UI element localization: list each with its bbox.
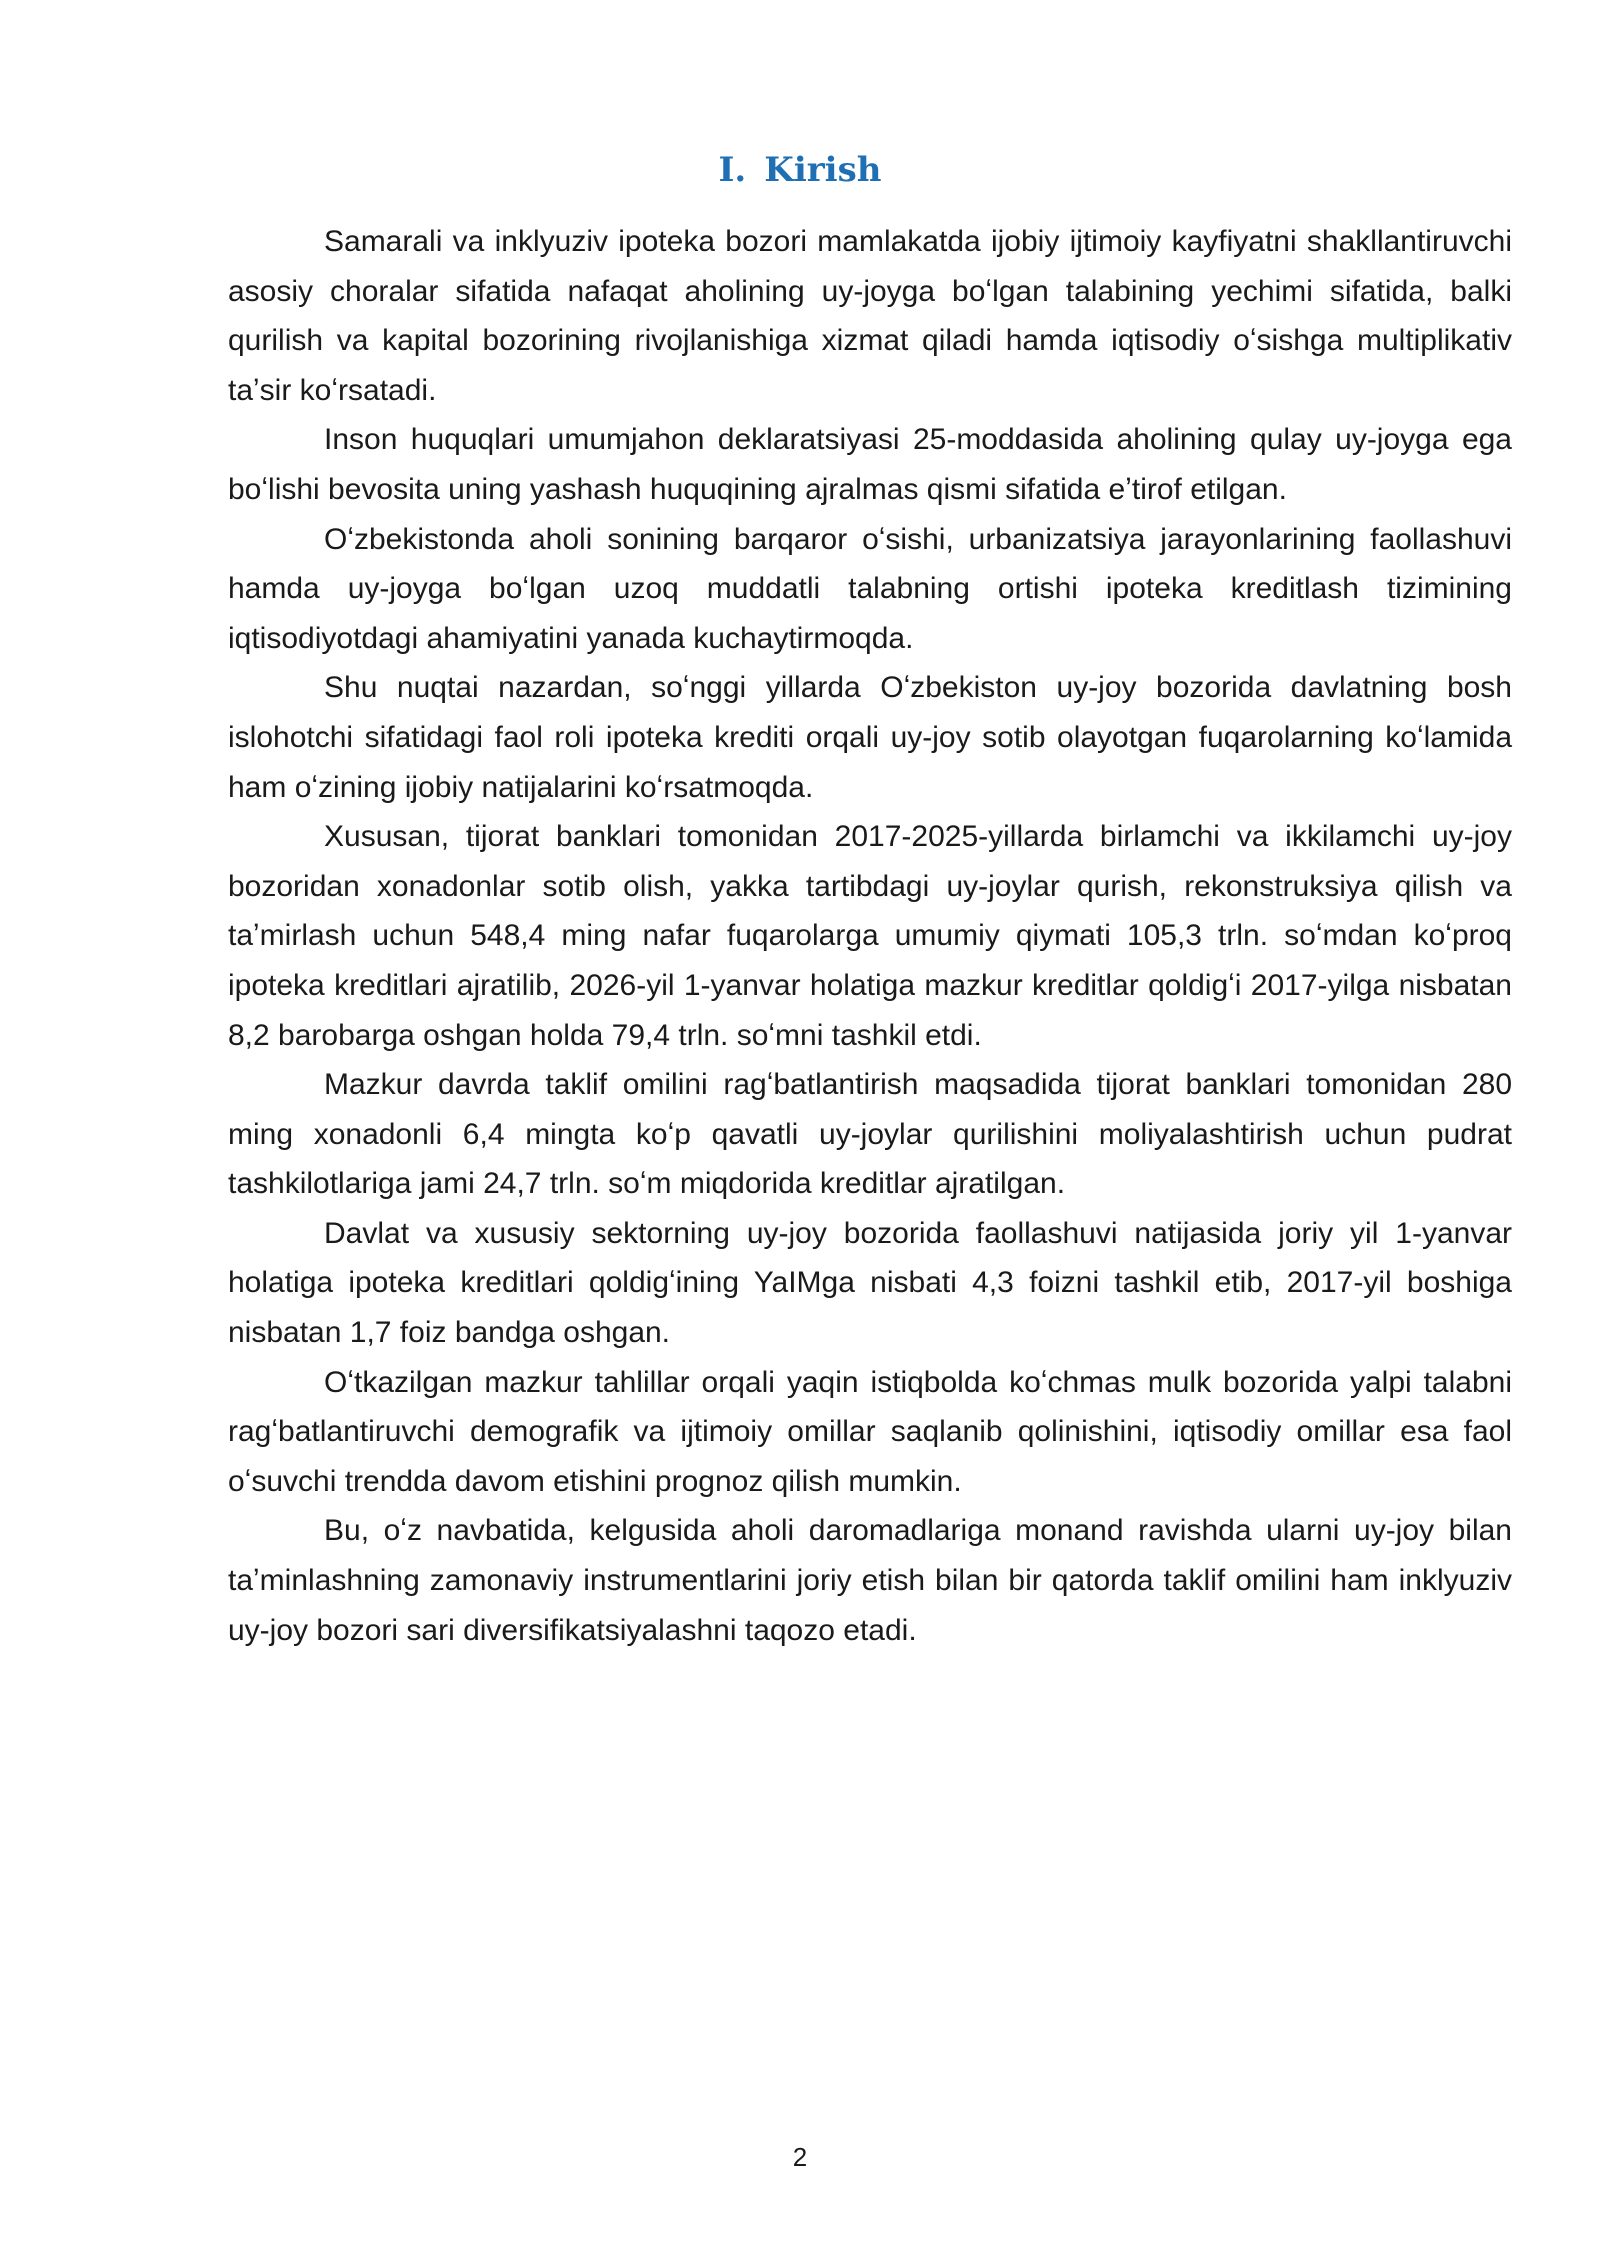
paragraph: Shu nuqtai nazardan, soʻnggi yillarda Oʻzbekiston uy-joy bozorida davlatning bosh islohotchi sifatidagi faol roli ipoteka krediti orqali uy-joy sotib olayotgan fuqarolarning koʻlamida ham oʻzining ijobiy natijalarini koʻrsatmoqda. [228,671,1512,804]
paragraph: Oʻtkazilgan mazkur tahlillar orqali yaqin istiqbolda koʻchmas mulk bozorida yalpi talabni ragʻbatlantiruvchi demografik va ijtimoiy omillar saqlanib qolinishini, iqtisodiy omillar esa faol oʻsuvchi trendda davom etishini prognoz qilish mumkin. [228,1365,1512,1498]
body-text [228,217,1512,1655]
paragraph: Inson huquqlari umumjahon deklaratsiyasi 25-moddasida aholining qulay uy-joyga ega boʻlishi bevosita uning yashash huquqining ajralmas qismi sifatida eʼtirof etilgan. [228,423,1512,506]
paragraph: Oʻzbekistonda aholi sonining barqaror oʻsishi, urbanizatsiya jarayonlarining faollashuvi hamda uy-joyga boʻlgan uzoq muddatli talabning ortishi ipoteka kreditlash tizimining iqtisodiyotdagi ahamiyatini yanada kuchaytirmoqda. [228,522,1512,655]
paragraph: Xususan, tijorat banklari tomonidan 2017-2025-yillarda birlamchi va ikkilamchi uy-joy bozoridan xonadonlar sotib olish, yakka tartibdagi uy-joylar qurish, rekonstruksiya qilish va taʼmirlash uchun 548,4 ming nafar fuqarolarga umumiy qiymati 105,3 trln. soʻmdan koʻproq ipoteka kreditlari ajratilib, 2026-yil 1-yanvar holatiga mazkur kreditlar qoldigʻi 2017-yilga nisbatan 8,2 barobarga oshgan holda 79,4 trln. soʻmni tashkil etdi. [228,820,1512,1052]
section-number: I. [718,150,747,190]
page-number: 2 [792,2142,808,2172]
section-title: Kirish [764,150,882,190]
paragraph: Davlat va xususiy sektorning uy-joy bozorida faollashuvi natijasida joriy yil 1-yanvar holatiga ipoteka kreditlari qoldigʻining YaIMga nisbati 4,3 foizni tashkil etib, 2017-yil boshiga nisbatan 1,7 foiz bandga oshgan. [228,1216,1512,1350]
paragraph: Samarali va inklyuziv ipoteka bozori mamlakatda ijobiy ijtimoiy kayfiyatni shakllantiruvchi asosiy choralar sifatida nafaqat aholining uy-joyga boʻlgan talabining yechimi sifatida, balki qurilish va kapital bozorining rivojlanishiga xizmat qiladi hamda iqtisodiy oʻsishga multiplikativ taʼsir koʻrsatadi. [228,225,1512,407]
paragraph: Mazkur davrda taklif omilini ragʻbatlantirish maqsadida tijorat banklari tomonidan 280 ming xonadonli 6,4 mingta koʻp qavatli uy-joylar qurilishini moliyalashtirish uchun pudrat tashkilotlariga jami 24,7 trln. soʻm miqdorida kreditlar ajratilgan. [228,1068,1512,1201]
section-heading [0,148,1600,192]
paragraph: Bu, oʻz navbatida, kelgusida aholi daromadlariga monand ravishda ularni uy-joy bilan taʼminlashning zamonaviy instrumentlarini joriy etish bilan bir qatorda taklif omilini ham inklyuziv uy-joy bozori sari diversifikatsiyalashni taqozo etadi. [228,1514,1512,1647]
